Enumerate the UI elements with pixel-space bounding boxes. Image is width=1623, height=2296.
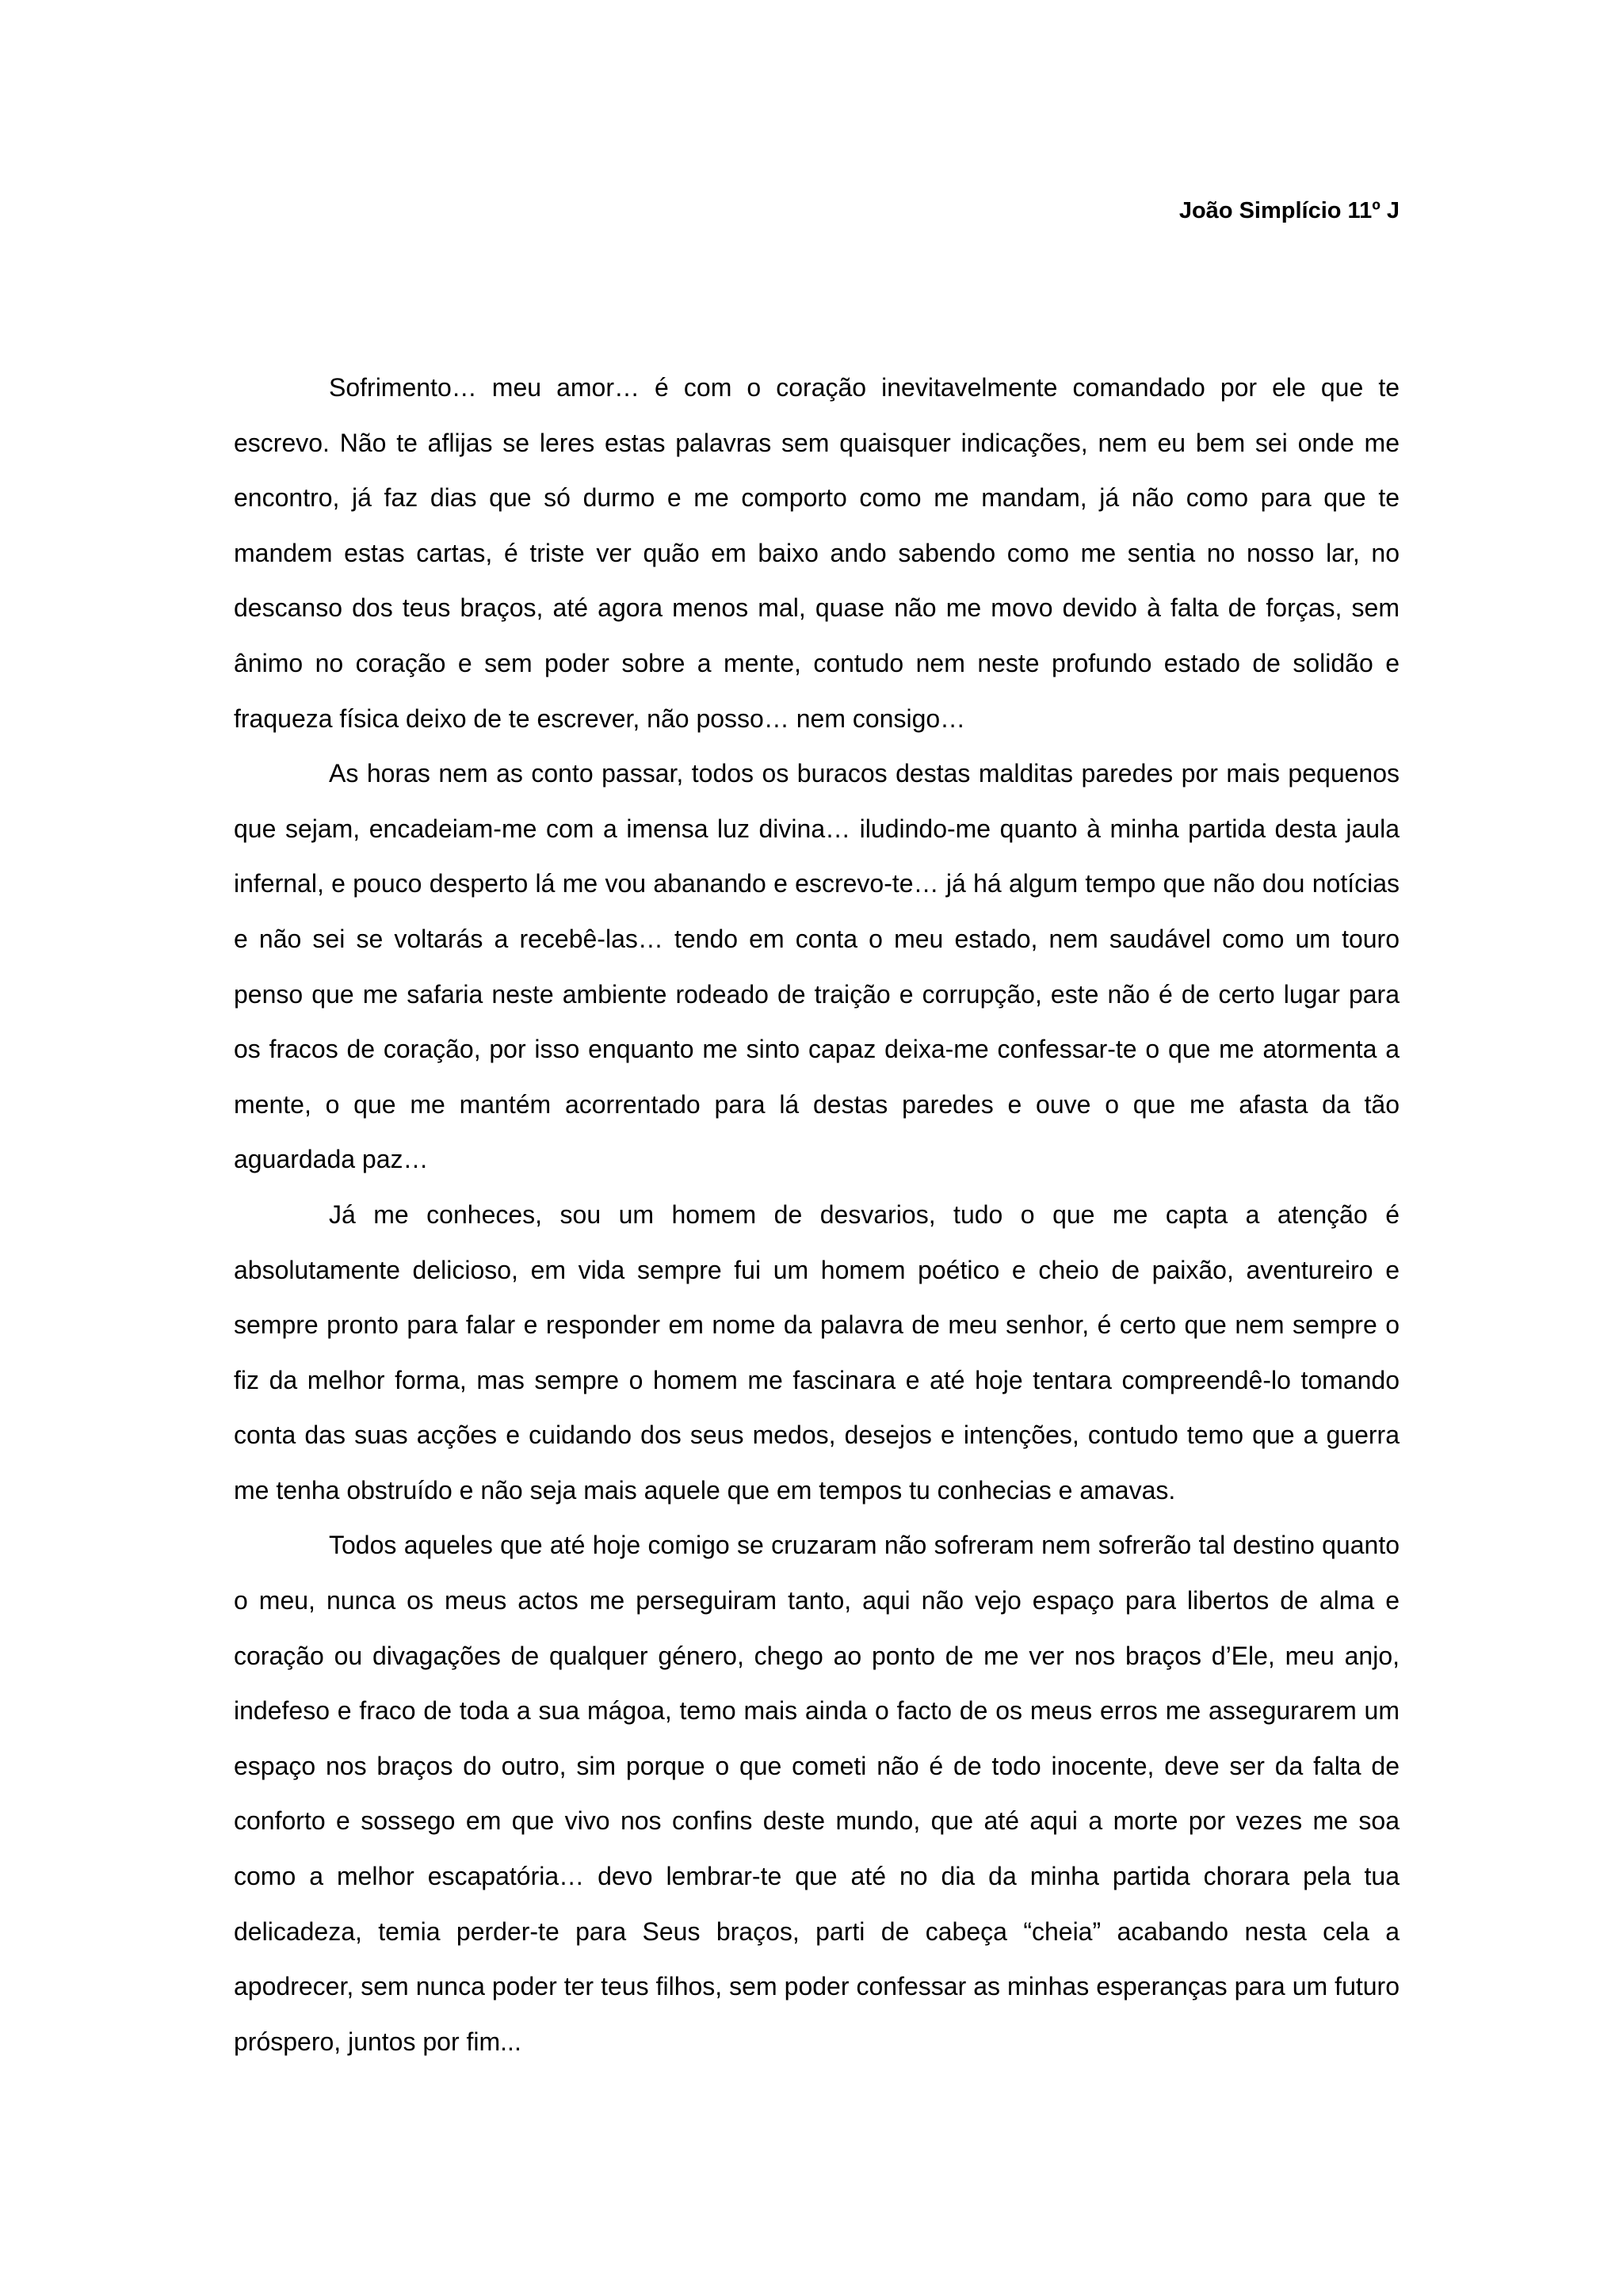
paragraph: Sofrimento… meu amor… é com o coração inevitavelmente comandado por ele que te escrevo. Não te aflijas se leres estas palavras sem quaisquer indicações, nem eu bem sei onde me encontro, já faz dias que só durmo e me comporto como me mandam, já não como para que te mandem estas cartas, é triste ver quão em baixo ando sabendo como me sentia no nosso lar, no descanso dos teus braços, até agora menos mal, quase não me movo devido à falta de forças, sem ânimo no coração e sem poder sobre a mente, contudo nem neste profundo estado de solidão e fraqueza física deixo de te escrever, não posso… nem consigo… (234, 373, 1400, 733)
paragraph: Já me conheces, sou um homem de desvarios, tudo o que me capta a atenção é absolutamente delicioso, em vida sempre fui um homem poético e cheio de paixão, aventureiro e sempre pronto para falar e responder em nome da palavra de meu senhor, é certo que nem sempre o fiz da melhor forma, mas sempre o homem me fascinara e até hoje tentara compreendê-lo tomando conta das suas acções e cuidando dos seus medos, desejos e intenções, contudo temo que a guerra me tenha obstruído e não seja mais aquele que em tempos tu conhecias e amavas. (234, 1199, 1400, 1505)
paragraph: As horas nem as conto passar, todos os buracos destas malditas paredes por mais pequenos que sejam, encadeiam-me com a imensa luz divina… iludindo-me quanto à minha partida desta jaula infernal, e pouco desperto lá me vou abanando e escrevo-te… já há algum tempo que não dou notícias e não sei se voltarás a recebê-las… tendo em conta o meu estado, nem saudável como um touro penso que me safaria neste ambiente rodeado de traição e corrupção, este não é de certo lugar para os fracos de coração, por isso enquanto me sinto capaz deixa-me confessar-te o que me atormenta a mente, o que me mantém acorrentado para lá destas paredes e ouve o que me afasta da tão aguardada paz… (234, 759, 1400, 1174)
author-line: João Simplício 11º J (1178, 198, 1400, 223)
letter-body (234, 360, 1400, 2069)
paragraph: Todos aqueles que até hoje comigo se cruzaram não sofreram nem sofrerão tal destino quanto o meu, nunca os meus actos me perseguiram tanto, aqui não vejo espaço para libertos de alma e coração ou divagações de qualquer género, chego ao ponto de me ver nos braços d’Ele, meu anjo, indefeso e fraco de toda a sua mágoa, temo mais ainda o facto de os meus erros me assegurarem um espaço nos braços do outro, sim porque o que cometi não é de todo inocente, deve ser da falta de conforto e sossego em que vivo nos confins deste mundo, que até aqui a morte por vezes me soa como a melhor escapatória… devo lembrar-te que até no dia da minha partida chorara pela tua delicadeza, temia perder-te para Seus braços, parti de cabeça “cheia” acabando nesta cela a apodrecer, sem nunca poder ter teus filhos, sem poder confessar as minhas esperanças para um futuro próspero, juntos por fim... (234, 1531, 1400, 2056)
